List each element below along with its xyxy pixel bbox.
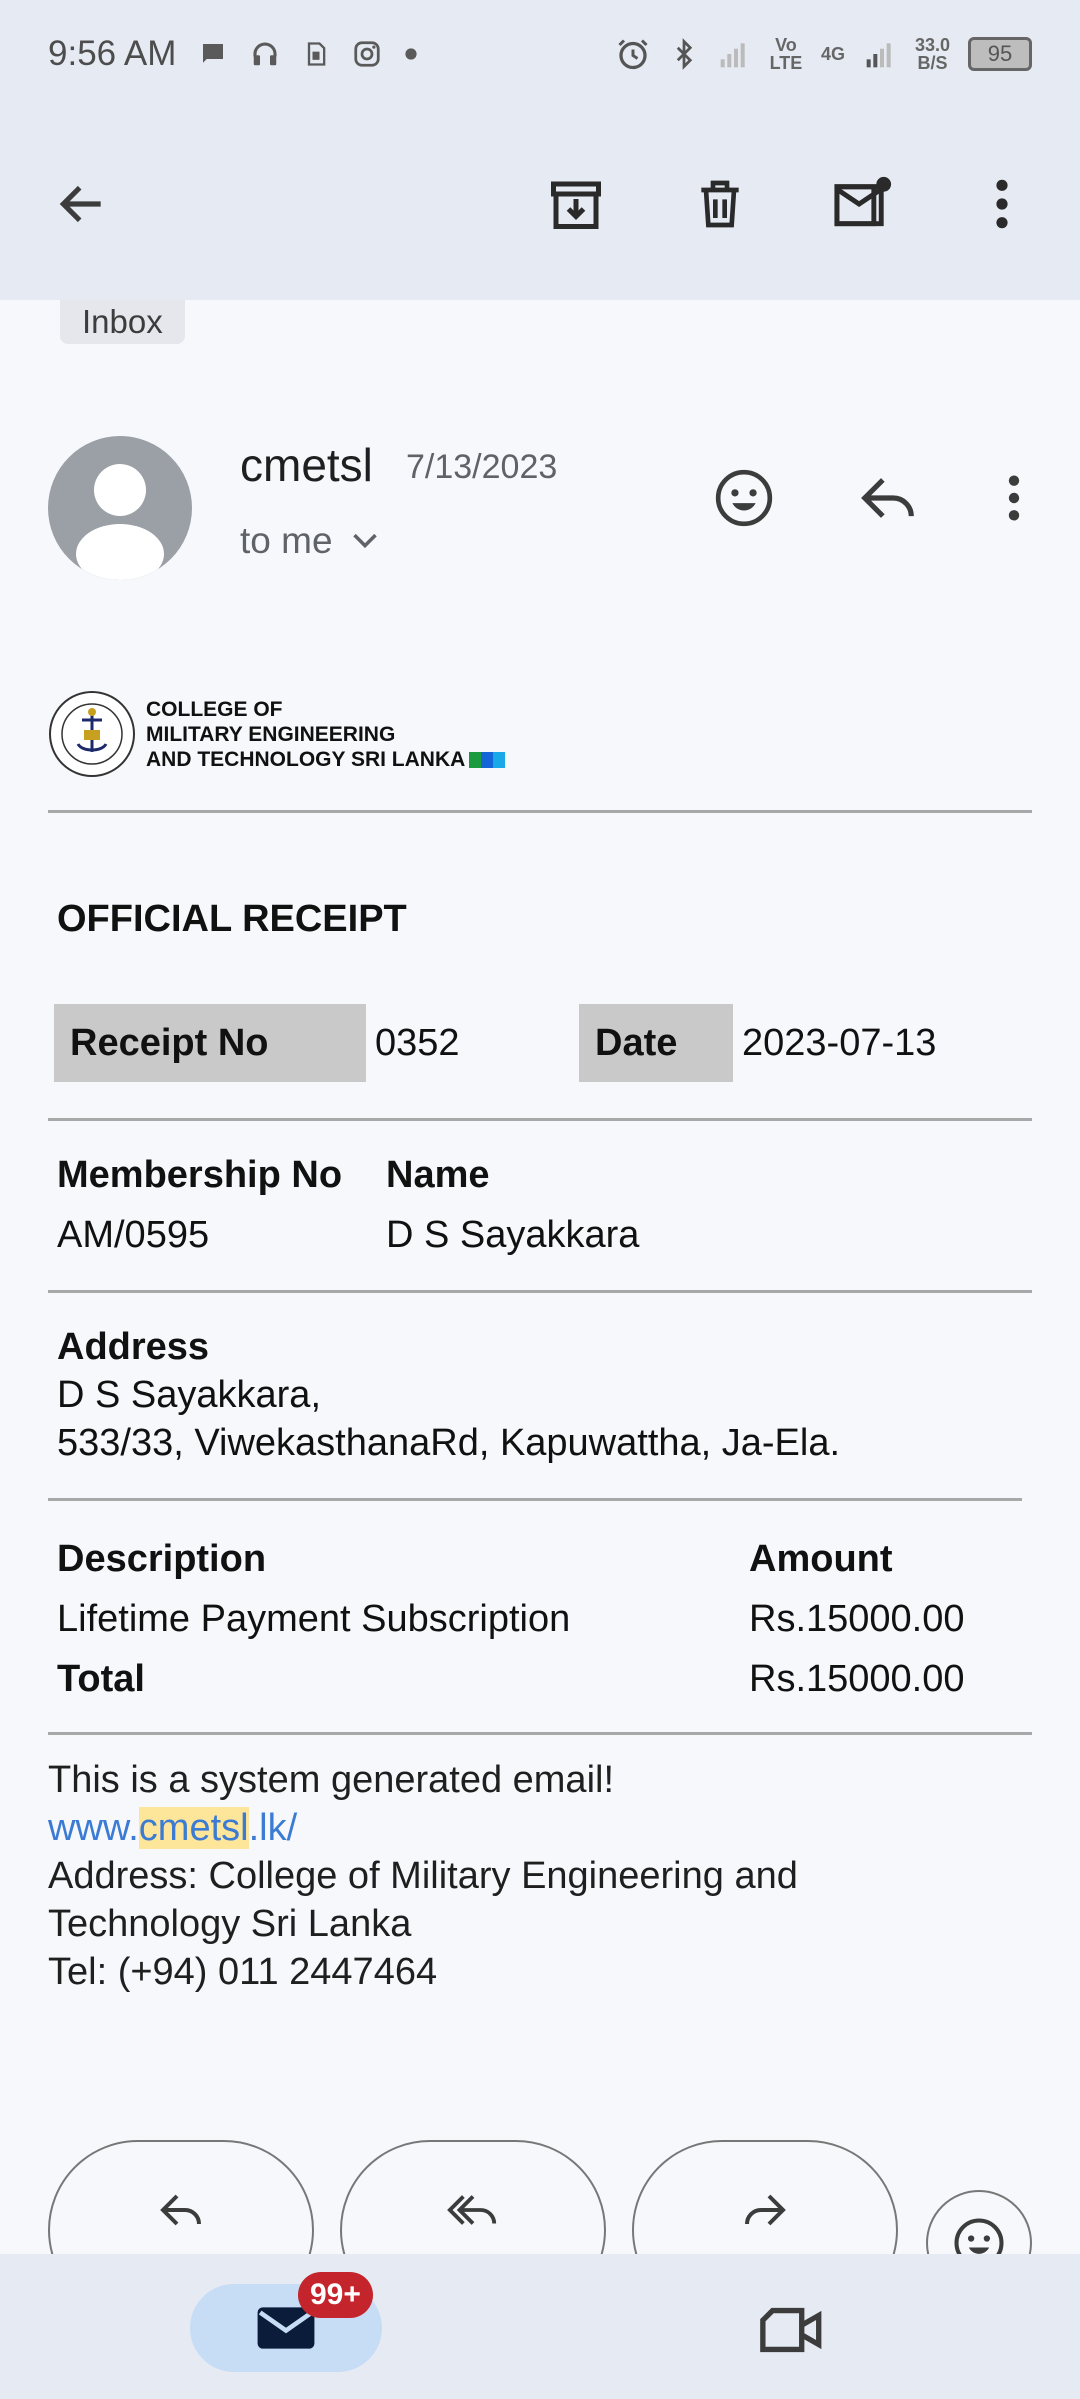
item-amount: Rs.15000.00 xyxy=(749,1598,965,1640)
more-notifications-dot-icon xyxy=(404,47,418,61)
date-value: 2023-07-13 xyxy=(742,1022,937,1064)
receipt-heading: OFFICIAL RECEIPT xyxy=(57,898,407,940)
signal-strength-icon xyxy=(717,38,751,70)
bluetooth-icon xyxy=(669,37,699,71)
battery-indicator: 95 xyxy=(968,37,1032,71)
react-pill-button[interactable] xyxy=(926,2190,1032,2254)
recipient-label: to me xyxy=(240,520,333,561)
total-amount: Rs.15000.00 xyxy=(749,1658,965,1700)
forward-pill-button[interactable] xyxy=(632,2140,898,2254)
person-icon xyxy=(48,436,192,580)
network-speed xyxy=(915,36,950,72)
college-name-line2: MILITARY ENGINEERING xyxy=(146,722,396,746)
emoji-icon xyxy=(952,2216,1006,2254)
name-value: D S Sayakkara xyxy=(386,1214,640,1256)
college-seal-icon xyxy=(48,690,136,778)
unread-count-badge: 99+ xyxy=(298,2272,373,2318)
email-view xyxy=(0,300,1080,2254)
recipient-toggle[interactable] xyxy=(240,520,379,562)
archive-button[interactable] xyxy=(538,166,614,242)
status-time: 9:56 AM xyxy=(48,34,177,73)
website-link-suffix: .lk/ xyxy=(248,1807,298,1849)
status-right xyxy=(615,36,1032,72)
headphones-icon xyxy=(250,39,280,69)
date-label: Date xyxy=(579,1004,733,1082)
website-link-highlight: cmetsl xyxy=(138,1807,249,1849)
chevron-down-icon xyxy=(351,531,379,551)
sim-card-icon xyxy=(302,40,330,68)
divider xyxy=(48,1498,1022,1501)
reply-icon xyxy=(857,472,919,524)
volte-indicator: Vo LTE xyxy=(769,35,803,73)
forward-icon xyxy=(741,2190,789,2230)
system-notice: This is a system generated email! xyxy=(48,1759,615,1801)
name-label: Name xyxy=(386,1154,490,1196)
college-name-line3-wrap xyxy=(146,747,505,772)
bottom-navigation xyxy=(0,2254,1080,2399)
address-line1: D S Sayakkara, xyxy=(57,1374,321,1416)
reply-icon xyxy=(157,2190,205,2230)
college-logo xyxy=(48,690,505,778)
divider xyxy=(48,1118,1032,1121)
college-name-line1: COLLEGE OF xyxy=(146,697,283,721)
reply-pill-button[interactable] xyxy=(48,2140,314,2254)
reply-all-pill-button[interactable] xyxy=(340,2140,606,2254)
arrow-back-icon xyxy=(54,176,110,232)
add-reaction-button[interactable] xyxy=(708,462,780,534)
signal-strength-icon-2 xyxy=(863,38,897,70)
membership-no-value: AM/0595 xyxy=(57,1214,210,1256)
mail-toolbar xyxy=(0,108,1080,300)
back-button[interactable] xyxy=(44,166,120,242)
total-label: Total xyxy=(57,1658,145,1700)
address-label: Address xyxy=(57,1326,210,1368)
item-description: Lifetime Payment Subscription xyxy=(57,1598,571,1640)
footer-address-line2: Technology Sri Lanka xyxy=(48,1903,412,1945)
email-date: 7/13/2023 xyxy=(406,448,558,486)
more-options-button[interactable] xyxy=(964,166,1040,242)
status-left xyxy=(48,34,418,74)
college-name-line3: AND TECHNOLOGY SRI LANKA xyxy=(146,747,466,771)
more-vert-icon xyxy=(992,176,1012,232)
amount-header: Amount xyxy=(749,1538,893,1580)
receipt-no-value: 0352 xyxy=(375,1022,460,1064)
website-link-prefix: www. xyxy=(48,1807,139,1849)
divider xyxy=(48,810,1032,813)
meet-tab[interactable] xyxy=(752,2294,832,2366)
mark-unread-button[interactable] xyxy=(826,166,902,242)
chat-notification-icon xyxy=(198,39,228,69)
archive-icon xyxy=(546,174,606,234)
footer-tel: Tel: (+94) 011 2447464 xyxy=(48,1951,438,1993)
logo-color-bars xyxy=(469,752,505,768)
email-footer xyxy=(48,1756,798,1996)
mark-unread-icon xyxy=(832,174,896,234)
sender-name[interactable]: cmetsl xyxy=(240,439,373,491)
footer-address-line1: Address: College of Military Engineering and xyxy=(48,1855,798,1897)
more-vert-icon xyxy=(1005,472,1023,524)
network-speed-unit: B/S xyxy=(917,53,948,73)
college-name xyxy=(146,697,505,772)
reply-all-icon xyxy=(446,2190,500,2230)
divider xyxy=(48,1290,1032,1293)
reply-button[interactable] xyxy=(852,462,924,534)
delete-button[interactable] xyxy=(682,166,758,242)
address-line2: 533/33, ViwekasthanaRd, Kapuwattha, Ja-Ela. xyxy=(57,1422,841,1464)
network-speed-value: 33.0 xyxy=(914,35,950,55)
website-link[interactable] xyxy=(48,1804,798,1852)
alarm-icon xyxy=(615,36,651,72)
network-type: 4G xyxy=(820,44,845,64)
message-more-button[interactable] xyxy=(978,462,1050,534)
instagram-icon xyxy=(352,39,382,69)
membership-no-label: Membership No xyxy=(57,1154,343,1196)
inbox-label-chip[interactable]: Inbox xyxy=(60,300,185,344)
trash-icon xyxy=(692,176,748,232)
sender-avatar[interactable] xyxy=(48,436,192,580)
description-header: Description xyxy=(57,1538,267,1580)
divider xyxy=(48,1732,1032,1735)
status-bar xyxy=(0,0,1080,108)
video-camera-icon xyxy=(758,2302,826,2358)
receipt-no-label: Receipt No xyxy=(54,1004,366,1082)
emoji-icon xyxy=(713,467,775,529)
